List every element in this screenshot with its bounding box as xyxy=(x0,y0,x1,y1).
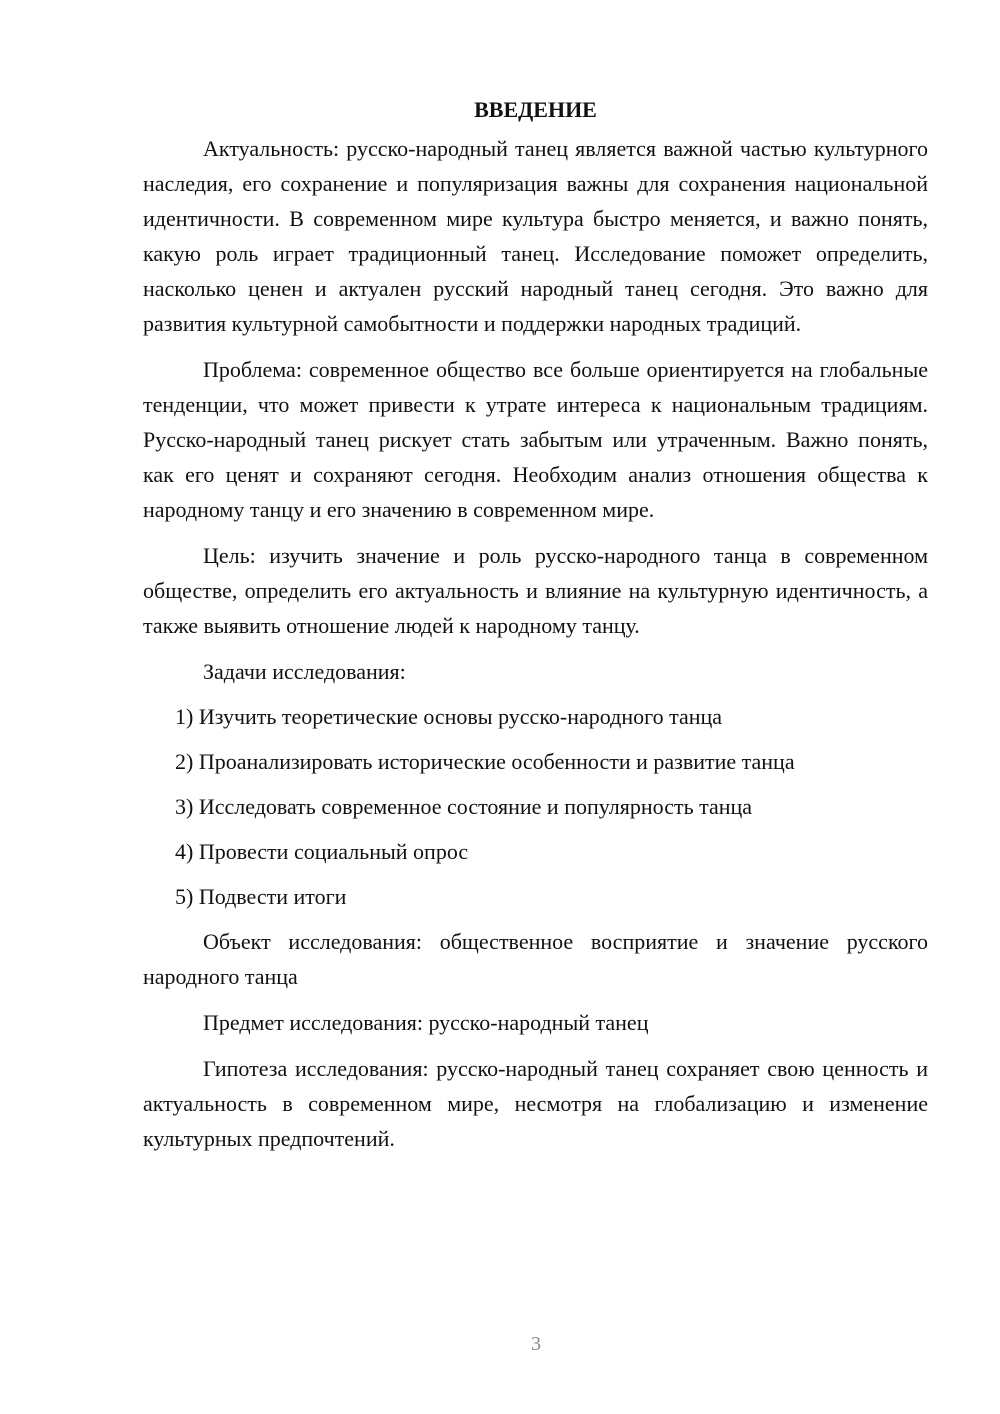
subject-paragraph: Предмет исследования: русско-народный танец xyxy=(203,1010,649,1035)
task-item: 3) Исследовать современное состояние и популярность танца xyxy=(175,794,753,819)
hypothesis-paragraph: Гипотеза исследования: русско-народный танец сохраняет свою ценность и актуальность в современном мире, несмотря на глобализацию и изменение культурных предпочтений. xyxy=(143,1056,928,1151)
tasks-list xyxy=(143,699,928,914)
document-page xyxy=(143,92,928,1167)
object-paragraph: Объект исследования: общественное восприятие и значение русского народного танца xyxy=(143,929,928,989)
section-title: ВВЕДЕНИЕ xyxy=(474,97,597,122)
task-item: 4) Провести социальный опрос xyxy=(175,839,469,864)
problem-paragraph: Проблема: современное общество все больше ориентируется на глобальные тенденции, что может привести к утрате интереса к национальным традициям. Русско-народный танец рискует стать забытым или утраченным. Важно понять, как его ценят и сохраняют сегодня. Необходим анализ отношения общества к народному танцу и его значению в современном мире. xyxy=(143,357,928,522)
goal-paragraph: Цель: изучить значение и роль русско-народного танца в современном обществе, определить его актуальность и влияние на культурную идентичность, а также выявить отношение людей к народному танцу. xyxy=(143,543,928,638)
page-number: 3 xyxy=(531,1333,541,1355)
task-item: 5) Подвести итоги xyxy=(175,884,347,909)
task-item: 1) Изучить теоретические основы русско-народного танца xyxy=(175,704,723,729)
tasks-heading: Задачи исследования: xyxy=(203,659,406,684)
relevance-paragraph: Актуальность: русско-народный танец является важной частью культурного наследия, его сохранение и популяризация важны для сохранения национальной идентичности. В современном мире культура быстро меняется, и важно понять, какую роль играет традиционный танец. Исследование поможет определить, насколько ценен и актуален русский народный танец сегодня. Это важно для развития культурной самобытности и поддержки народных традиций. xyxy=(143,136,928,336)
task-item: 2) Проанализировать исторические особенности и развитие танца xyxy=(175,749,795,774)
